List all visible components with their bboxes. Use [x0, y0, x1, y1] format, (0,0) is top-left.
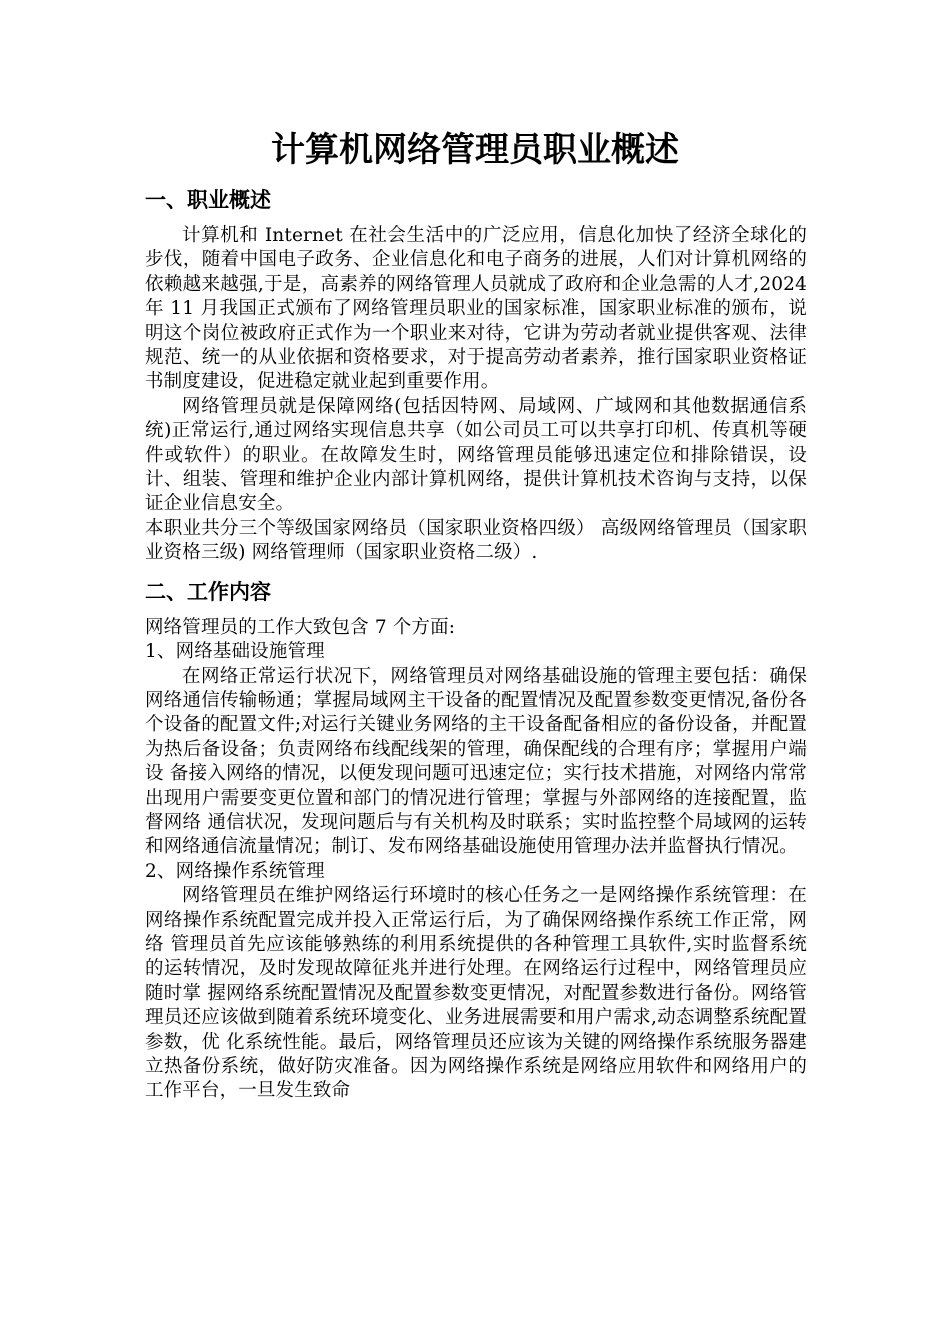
section-heading-work-content: 二、工作内容	[145, 579, 271, 604]
paragraph-overview-2: 网络管理员就是保障网络(包括因特网、局域网、广域网和其他数据通信系统)正常运行,通过网络实现信息共享（如公司员工可以共享打印机、传真机等硬件或软件）的职业。在故障发生时，网络管理员能够迅速定位和排除错误，设计、组装、管理和维护企业内部计算机网络，提供计算机技术咨询与支持，以保证企业信息安全。	[145, 395, 807, 515]
paragraph-work-intro: 网络管理员的工作大致包含 7 个方面:	[145, 616, 456, 638]
document-title: 计算机网络管理员职业概述	[271, 130, 679, 170]
paragraph-os-management: 网络管理员在维护网络运行环境时的核心任务之一是网络操作系统管理：在网络操作系统配置完成并投入正常运行后，为了确保网络操作系统工作正常，网络 管理员首先应该能够熟练的利用系统提供的各种管理工具软件,实时监督系统的运转情况，及时发现故障征兆并进行处理。在网络运行过程中，网络管理员应随时掌 握网络系统配置情况及配置参数变更情况，对配置参数进行备份。网络管理员还应该做到随着系统环境变化、业务进展需要和用户需求,动态调整系统配置参数，优 化系统性能。最后，网络管理员还应该为关键的网络操作系统服务器建立热备份系统，做好防灾准备。因为网络操作系统是网络应用软件和网络用户的工作平台，一旦发生致命	[145, 885, 807, 1102]
paragraph-infrastructure: 在网络正常运行状况下，网络管理员对网络基础设施的管理主要包括：确保网络通信传输畅通；掌握局域网主干设备的配置情况及配置参数变更情况,备份各个设备的配置文件;对运行关键业务网络的主干设备配备相应的备份设备，并配置为热后备设备；负责网络布线配线架的管理，确保配线的合理有序；掌握用户端设 备接入网络的情况，以便发现问题可迅速定位；实行技术措施，对网络内常常出现用户需要变更位置和部门的情况进行管理；掌握与外部网络的连接配置，监督网络 通信状况，发现问题后与有关机构及时联系；实时监控整个局域网的运转和网络通信流量情况；制订、发布网络基础设施使用管理办法并监督执行情况。	[145, 665, 807, 858]
document-body	[145, 184, 807, 1104]
item-title-os-management: 2、网络操作系统管理	[145, 860, 325, 882]
item-title-infrastructure: 1、网络基础设施管理	[145, 641, 325, 663]
paragraph-levels: 本职业共分三个等级国家网络员（国家职业资格四级） 高级网络管理员（国家职业资格三级) 网络管理师（国家职业资格二级）.	[145, 517, 807, 564]
section-heading-career-overview: 一、职业概述	[145, 188, 271, 212]
paragraph-overview-1: 计算机和 Internet 在社会生活中的广泛应用，信息化加快了经济全球化的步伐，随着中国电子政务、企业信息化和电子商务的进展，人们对计算机网络的依赖越来越强,于是，高素养的网络管理人员就成了政府和企业急需的人才,2024 年 11 月我国正式颁布了网络管理员职业的国家标准，国家职业标准的颁布，说明这个岗位被政府正式作为一个职业来对待，它讲为劳动者就业提供客观、法律规范、统一的从业依据和资格要求，对于提高劳动者素养，推行国家职业资格证书制度建设，促进稳定就业起到重要作用。	[145, 225, 807, 393]
